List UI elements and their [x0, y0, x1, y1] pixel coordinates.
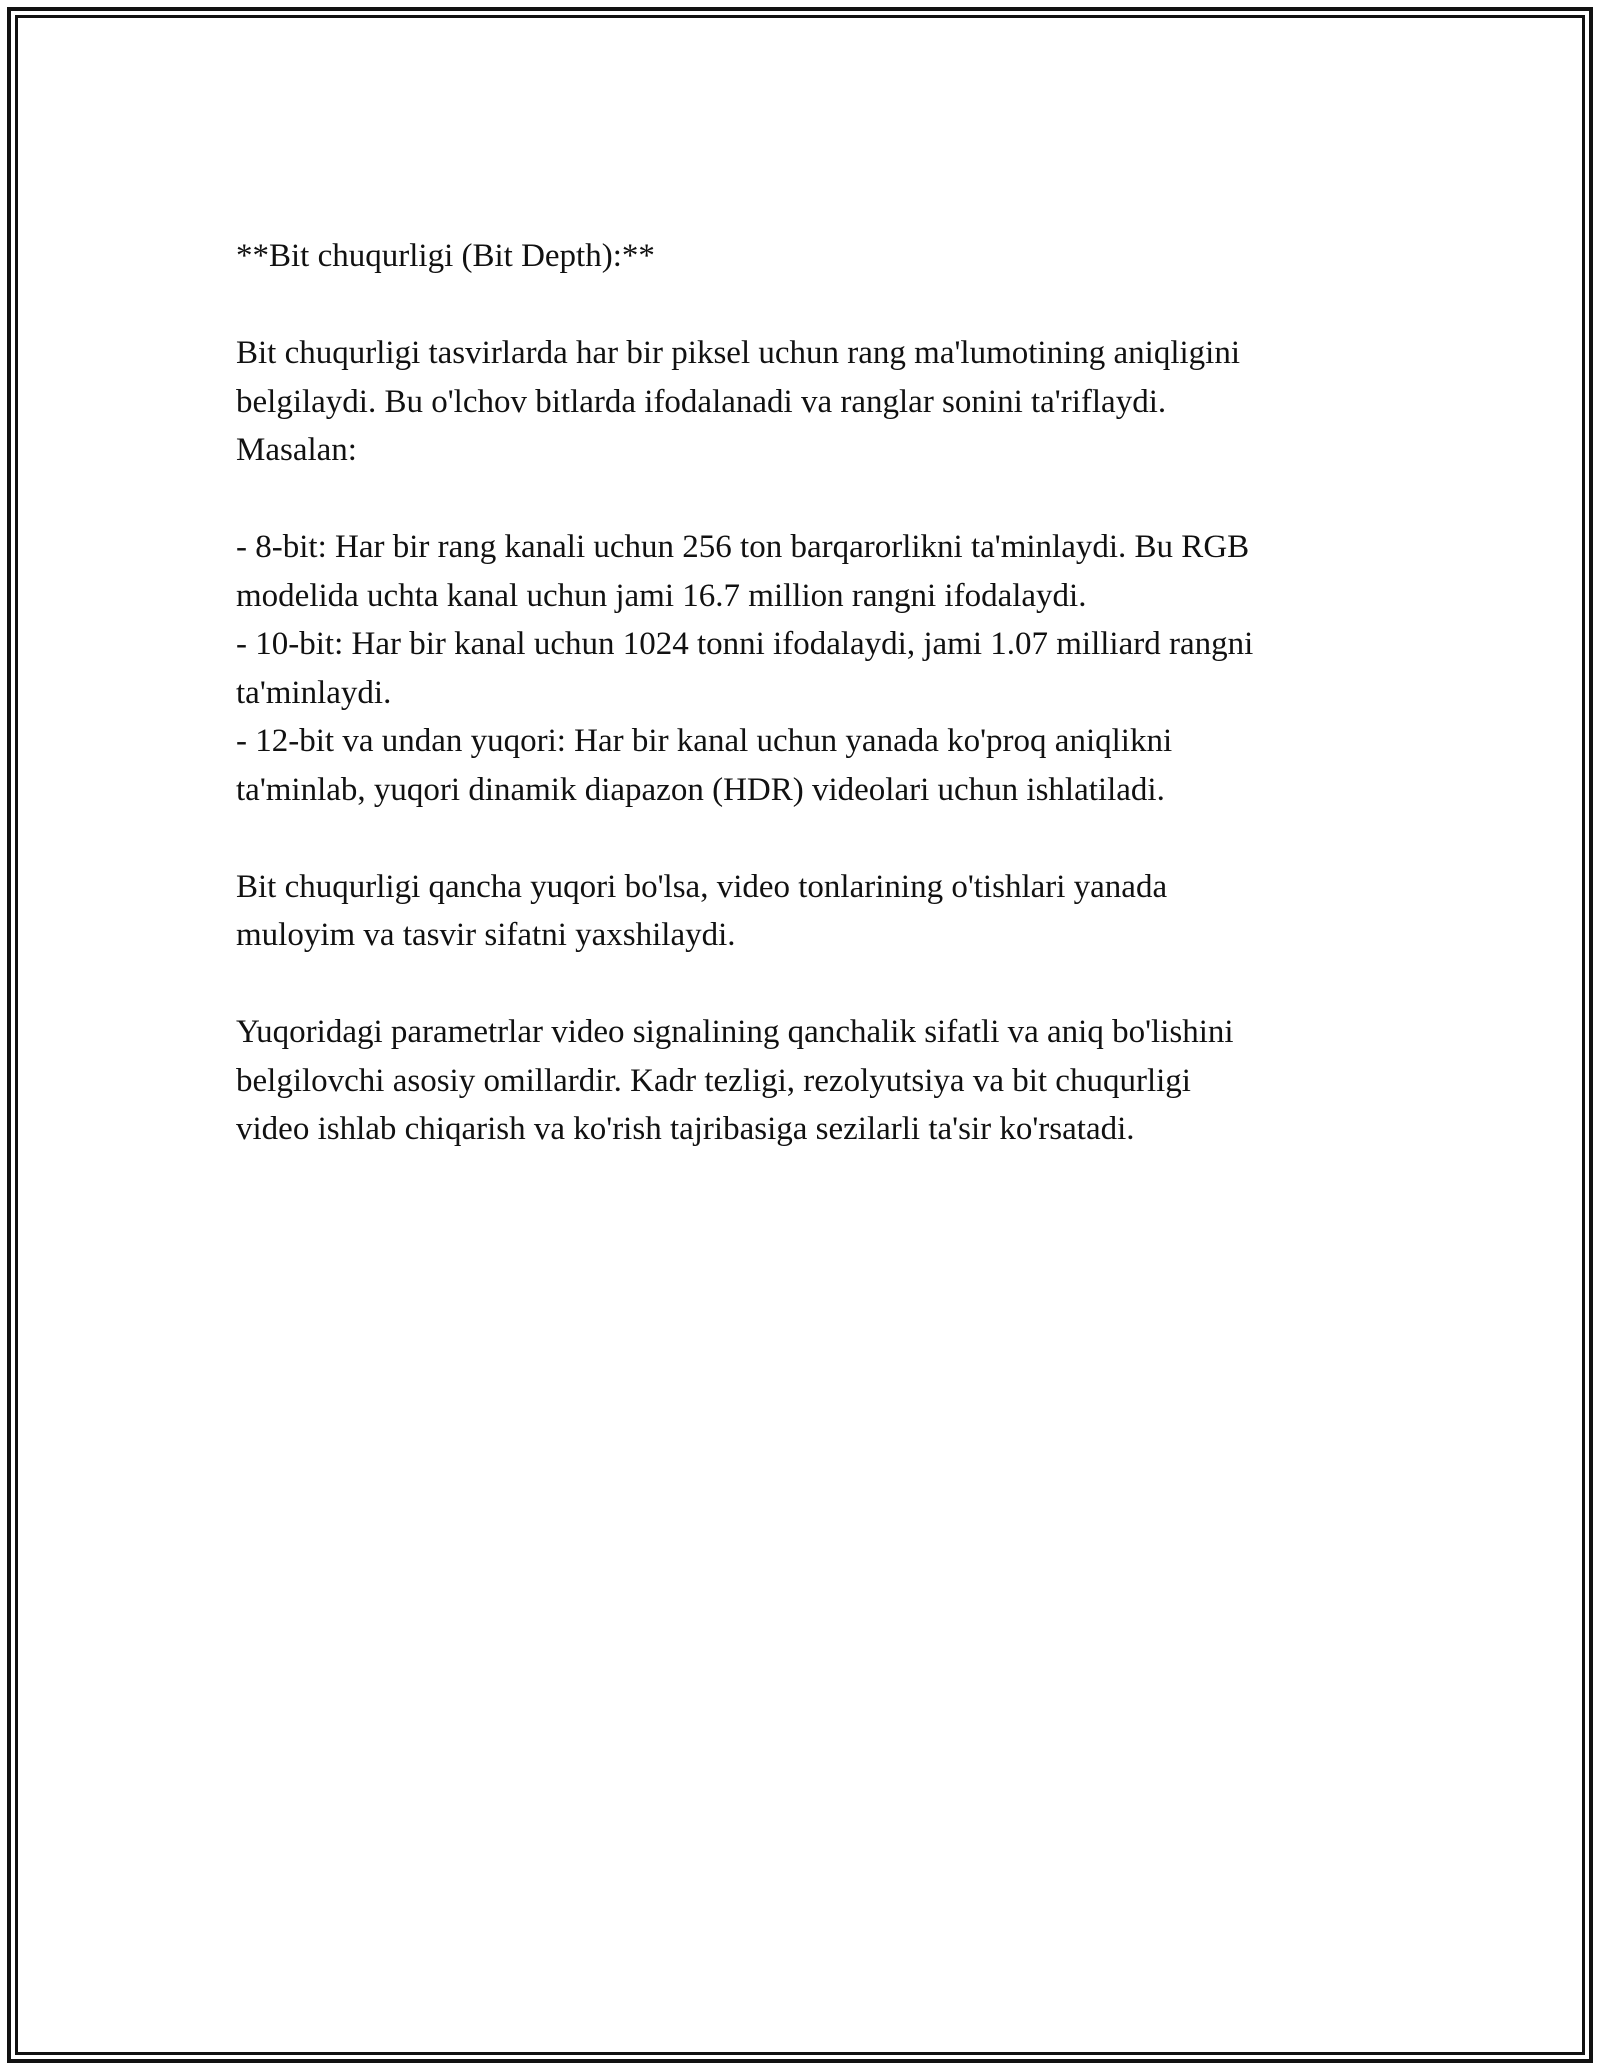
paragraph-line: muloyim va tasvir sifatni yaxshilaydi.	[236, 917, 736, 953]
blank-line	[236, 281, 1396, 330]
list-line: - 8-bit: Har bir rang kanali uchun 256 ton barqarorlikni ta'minlaydi. Bu RGB	[236, 529, 1250, 565]
list-line: ta'minlab, yuqori dinamik diapazon (HDR) videolari uchun ishlatiladi.	[236, 771, 1165, 808]
list-line: ta'minlaydi.	[236, 674, 392, 711]
paragraph-line: Bit chuqurligi tasvirlarda har bir piksel uchun rang ma'lumotining aniqligini	[236, 335, 1241, 371]
document-body	[236, 232, 1396, 1154]
paragraph-line: Yuqoridagi parametrlar video signalining qanchalik sifatli va aniq bo'lishini	[236, 1014, 1234, 1050]
paragraph-line: belgilovchi asosiy omillardir. Kadr tezligi, rezolyutsiya va bit chuqurligi	[236, 1062, 1191, 1099]
list-line: - 10-bit: Har bir kanal uchun 1024 tonni ifodalaydi, jami 1.07 milliard rangni	[236, 626, 1254, 662]
bit-depth-list	[236, 523, 1396, 814]
intro-paragraph	[236, 329, 1396, 475]
blank-line	[236, 814, 1396, 863]
conclusion-paragraph	[236, 1008, 1396, 1154]
blank-line	[236, 960, 1396, 1009]
second-paragraph	[236, 863, 1396, 960]
paragraph-line: Bit chuqurligi qancha yuqori bo'lsa, video tonlarining o'tishlari yanada	[236, 868, 1168, 905]
list-line: - 12-bit va undan yuqori: Har bir kanal uchun yanada ko'proq aniqlikni	[236, 723, 1173, 759]
paragraph-line: video ishlab chiqarish va ko'rish tajribasiga sezilarli ta'sir ko'rsatadi.	[236, 1111, 1135, 1147]
paragraph-line: belgilaydi. Bu o'lchov bitlarda ifodalanadi va ranglar sonini ta'riflaydi.	[236, 383, 1167, 420]
section-heading: **Bit chuqurligi (Bit Depth):**	[236, 238, 655, 274]
blank-line	[236, 475, 1396, 524]
list-line: modelida uchta kanal uchun jami 16.7 million rangni ifodalaydi.	[236, 577, 1087, 614]
paragraph-line: Masalan:	[236, 432, 357, 468]
